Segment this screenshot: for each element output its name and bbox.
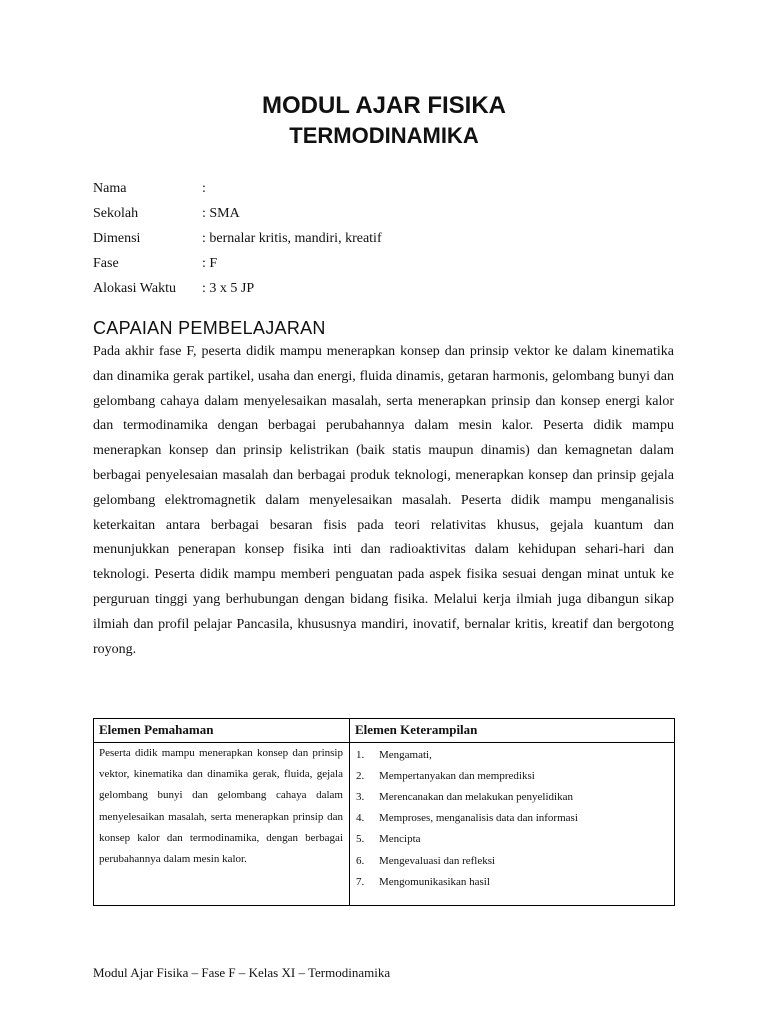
keterampilan-list [350,743,674,892]
pemahaman-cell: Peserta didik mampu menerapkan konsep dan prinsip vektor, kinematika dan dinamika gerak, fluida, gejala gelombang bunyi dan gelombang cahaya dalam menyelesaikan masalah, serta menerapkan prinsip dan konsep kalor dan termodinamika, dengan berbagai perubahannya dalam mesin kalor. [94,743,350,906]
info-value: : [202,180,206,196]
list-item: 5. Mencipta [356,833,421,846]
info-value: : F [202,255,218,271]
list-item: 6. Mengevaluasi dan refleksi [356,854,496,867]
header-elemen-keterampilan: Elemen Keterampilan [355,722,478,737]
info-label: Alokasi Waktu [93,280,176,296]
capaian-paragraph: Pada akhir fase F, peserta didik mampu menerapkan konsep dan prinsip vektor ke dalam kinematika dan dinamika gerak partikel, usaha dan energi, fluida dinamis, getaran harmonis, gelombang bunyi dan gelombang cahaya dalam menyelesaikan masalah, serta menerapkan prinsip dan konsep energi kalor dan termodinamika dengan berbagai perubahannya dalam mesin kalor. Peserta didik mampu menerapkan konsep dan prinsip kelistrikan (baik statis maupun dinamis) dan kemagnetan dalam berbagai penyelesaian masalah dan berbagai produk teknologi, menerapkan konsep dan prinsip gejala gelombang elektromagnetik dalam menyelesaikan masalah. Peserta didik mampu menganalisis keterkaitan antara berbagai besaran fisis pada teori relativitas khusus, gejala kuantum dan menunjukkan penerapan konsep fisika inti dan radioaktivitas dalam kehidupan sehari-hari dan teknologi. Peserta didik mampu memberi penguatan pada aspek fisika sesuai dengan minat untuk ke perguruan tinggi yang berhubungan dengan bidang fisika. Melalui kerja ilmiah juga dibangun sikap ilmiah dan profil pelajar Pancasila, khususnya mandiri, inovatif, bernalar kritis, kreatif dan bergotong royong. [93,344,674,657]
info-value: : bernalar kritis, mandiri, kreatif [202,230,382,246]
info-label: Dimensi [93,230,141,246]
list-item: 7. Mengomunikasikan hasil [356,875,490,888]
info-row-dimensi [93,226,382,251]
info-label: Sekolah [93,205,139,221]
list-item: 4. Memproses, menganalisis data dan informasi [356,812,578,825]
info-label: Fase [93,255,119,271]
table-header-row [94,719,674,743]
page-footer: Modul Ajar Fisika – Fase F – Kelas XI – Termodinamika [93,965,391,980]
info-block [93,176,382,301]
info-label: Nama [93,180,127,196]
list-item: 3. Merencanakan dan melakukan penyelidikan [356,790,573,803]
info-row-sekolah [93,201,382,226]
elemen-table [93,718,675,906]
document-title: MODUL AJAR FISIKA [261,92,506,119]
keterampilan-cell [350,743,674,906]
info-row-fase [93,251,382,276]
table-body-row [94,743,674,906]
info-value: : 3 x 5 JP [202,280,255,296]
list-item: 2. Mempertanyakan dan memprediksi [356,769,535,782]
info-row-nama [93,176,382,201]
list-item: 1. Mengamati, [356,748,432,761]
document-subtitle: TERMODINAMIKA [289,123,479,148]
info-value: : SMA [202,205,240,221]
section-heading: CAPAIAN PEMBELAJARAN [93,318,326,338]
header-elemen-pemahaman: Elemen Pemahaman [94,719,350,742]
info-row-alokasi-waktu [93,276,382,301]
